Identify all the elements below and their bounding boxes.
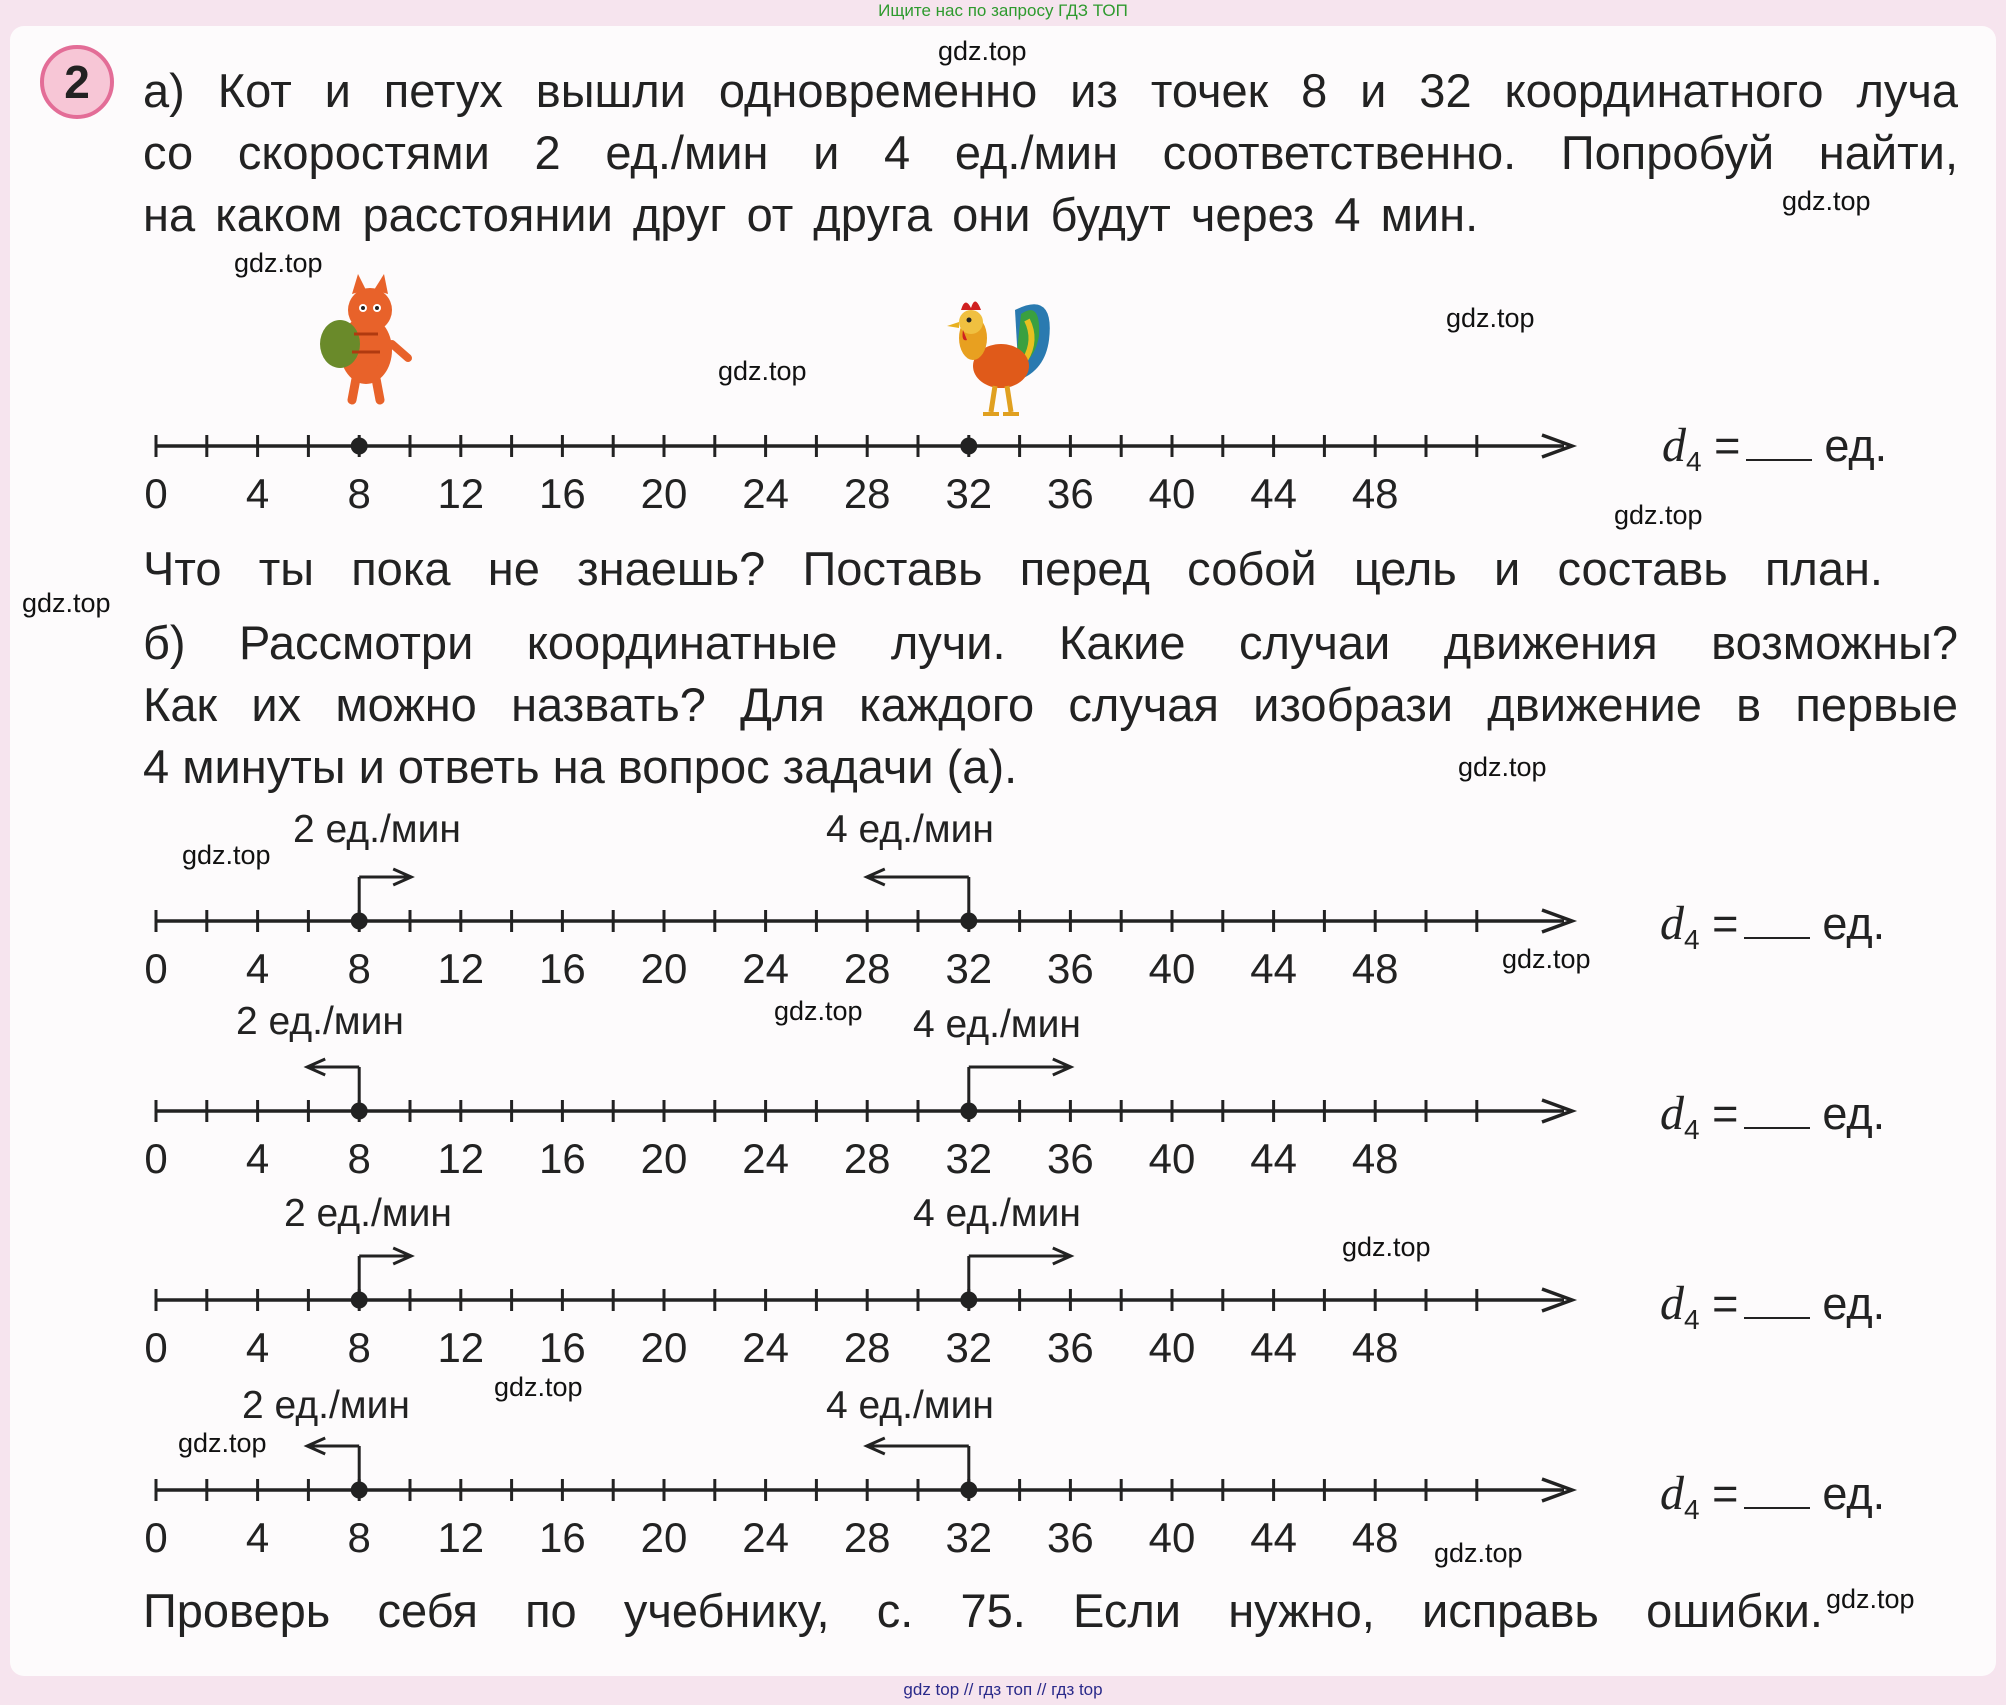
watermark: gdz.top: [1782, 186, 1871, 216]
tick-label: 36: [1047, 945, 1094, 992]
tick-label: 24: [742, 1324, 789, 1371]
tick-label: 8: [347, 1135, 371, 1182]
tick-label: 48: [1351, 470, 1399, 517]
tick-label: 40: [1148, 1514, 1196, 1561]
rooster-speed-label: 4 ед./мин: [826, 1384, 994, 1427]
footer: gdz top // гдз топ // гдз top: [903, 1680, 1103, 1699]
tick-label: 44: [1250, 945, 1297, 992]
part-a-line-2: со скоростями 2 ед./мин и 4 ед./мин соответственно. Попробуй найти,: [143, 126, 1958, 179]
tick-label: 0: [144, 1324, 168, 1371]
tick-label: 8: [347, 1324, 371, 1371]
tick-label: 4: [245, 470, 270, 517]
tick-label: 40: [1148, 1324, 1196, 1371]
top-banner: Ищите нас по запросу ГДЗ ТОП: [878, 1, 1128, 20]
tick-label: 20: [640, 1135, 688, 1182]
tick-label: 12: [437, 1135, 485, 1182]
tick-label: 44: [1250, 470, 1297, 517]
part-a-line-1: а) Кот и петух вышли одновременно из точек 8 и 32 координатного луча: [143, 64, 1958, 117]
tick-label: 32: [945, 470, 993, 517]
tick-label: 32: [945, 945, 993, 992]
rooster-speed-label: 4 ед./мин: [826, 808, 994, 851]
question-line: Что ты пока не знаешь? Поставь перед собой цель и составь план.: [143, 542, 1883, 595]
tick-label: 40: [1148, 1135, 1196, 1182]
tick-label: 48: [1351, 1514, 1399, 1561]
tick-label: 0: [144, 945, 168, 992]
tick-label: 36: [1047, 1514, 1094, 1561]
watermark: gdz.top: [22, 588, 111, 618]
cat-speed-label: 2 ед./мин: [284, 1192, 452, 1235]
rooster-speed-label: 4 ед./мин: [913, 1003, 1081, 1046]
answer-d4-1: $d_4$ = ед.: [1662, 419, 1888, 477]
cat-icon: [320, 274, 408, 400]
rooster-icon: [947, 301, 1050, 414]
tick-label: 28: [843, 945, 891, 992]
tick-label: 0: [144, 1135, 168, 1182]
tick-label: 12: [437, 945, 485, 992]
tick-label: 20: [640, 945, 688, 992]
task-number-badge: 2: [40, 45, 114, 119]
tick-label: 16: [539, 1324, 586, 1371]
tick-label: 20: [640, 1514, 688, 1561]
tick-label: 32: [945, 1514, 993, 1561]
tick-label: 8: [347, 945, 371, 992]
tick-label: 16: [539, 1514, 586, 1561]
tick-label: 32: [945, 1135, 993, 1182]
rooster-speed-label: 4 ед./мин: [913, 1192, 1081, 1235]
tick-label: 28: [843, 1324, 891, 1371]
watermark: gdz.top: [1826, 1584, 1915, 1614]
tick-label: 28: [843, 1135, 891, 1182]
tick-label: 20: [640, 470, 688, 517]
final-line: Проверь себя по учебнику, с. 75. Если нужно, исправь ошибки.: [143, 1584, 1823, 1637]
tick-label: 4: [245, 945, 270, 992]
tick-label: 40: [1148, 945, 1196, 992]
tick-label: 32: [945, 1324, 993, 1371]
tick-label: 4: [245, 1324, 270, 1371]
tick-label: 24: [742, 470, 789, 517]
tick-label: 24: [742, 1514, 789, 1561]
answer-d4-4: $d_4$ = ед.: [1660, 1277, 1886, 1335]
watermark: gdz.top: [938, 36, 1027, 66]
cat-point: [351, 438, 368, 455]
tick-label: 20: [640, 1324, 688, 1371]
tick-label: 8: [347, 470, 371, 517]
watermark: gdz.top: [1446, 303, 1535, 333]
tick-label: 4: [245, 1135, 270, 1182]
part-b-line-1: б) Рассмотри координатные лучи. Какие случаи движения возможны?: [143, 616, 1958, 669]
answer-d4-3: $d_4$ = ед.: [1660, 1087, 1886, 1145]
part-b-line-2: Как их можно назвать? Для каждого случая изобрази движение в первые: [143, 678, 1958, 731]
tick-label: 24: [742, 945, 789, 992]
tick-label: 16: [539, 470, 586, 517]
watermark: gdz.top: [1502, 944, 1591, 974]
watermark: gdz.top: [234, 248, 323, 278]
tick-label: 0: [144, 1514, 168, 1561]
answer-d4-2: $d_4$ = ед.: [1660, 897, 1886, 955]
tick-label: 12: [437, 1514, 485, 1561]
watermark: gdz.top: [1342, 1232, 1431, 1262]
tick-label: 4: [245, 1514, 270, 1561]
tick-label: 16: [539, 945, 586, 992]
watermark: gdz.top: [718, 356, 807, 386]
tick-label: 36: [1047, 1324, 1094, 1371]
tick-label: 48: [1351, 945, 1399, 992]
tick-label: 48: [1351, 1135, 1399, 1182]
tick-label: 24: [742, 1135, 789, 1182]
tick-label: 12: [437, 470, 485, 517]
rooster-point: [960, 438, 977, 455]
watermark: gdz.top: [1614, 500, 1703, 530]
watermark: gdz.top: [494, 1372, 583, 1402]
watermark: gdz.top: [178, 1428, 267, 1458]
tick-label: 44: [1250, 1324, 1297, 1371]
tick-label: 28: [843, 1514, 891, 1561]
tick-label: 36: [1047, 470, 1094, 517]
watermark: gdz.top: [182, 840, 271, 870]
cat-speed-label: 2 ед./мин: [236, 1000, 404, 1043]
part-a-line-3: на каком расстоянии друг от друга они будут через 4 мин.: [143, 188, 1479, 241]
watermark: gdz.top: [1434, 1538, 1523, 1568]
tick-label: 12: [437, 1324, 485, 1371]
answer-d4-5: $d_4$ = ед.: [1660, 1467, 1886, 1525]
tick-label: 44: [1250, 1514, 1297, 1561]
tick-label: 8: [347, 1514, 371, 1561]
cat-speed-label: 2 ед./мин: [242, 1384, 410, 1427]
watermark: gdz.top: [774, 996, 863, 1026]
tick-label: 36: [1047, 1135, 1094, 1182]
tick-label: 44: [1250, 1135, 1297, 1182]
part-b-line-3: 4 минуты и ответь на вопрос задачи (а).: [143, 740, 1018, 793]
tick-label: 28: [843, 470, 891, 517]
tick-label: 16: [539, 1135, 586, 1182]
cat-speed-label: 2 ед./мин: [293, 808, 461, 851]
tick-label: 0: [144, 470, 168, 517]
watermark: gdz.top: [1458, 752, 1547, 782]
tick-label: 48: [1351, 1324, 1399, 1371]
tick-label: 40: [1148, 470, 1196, 517]
